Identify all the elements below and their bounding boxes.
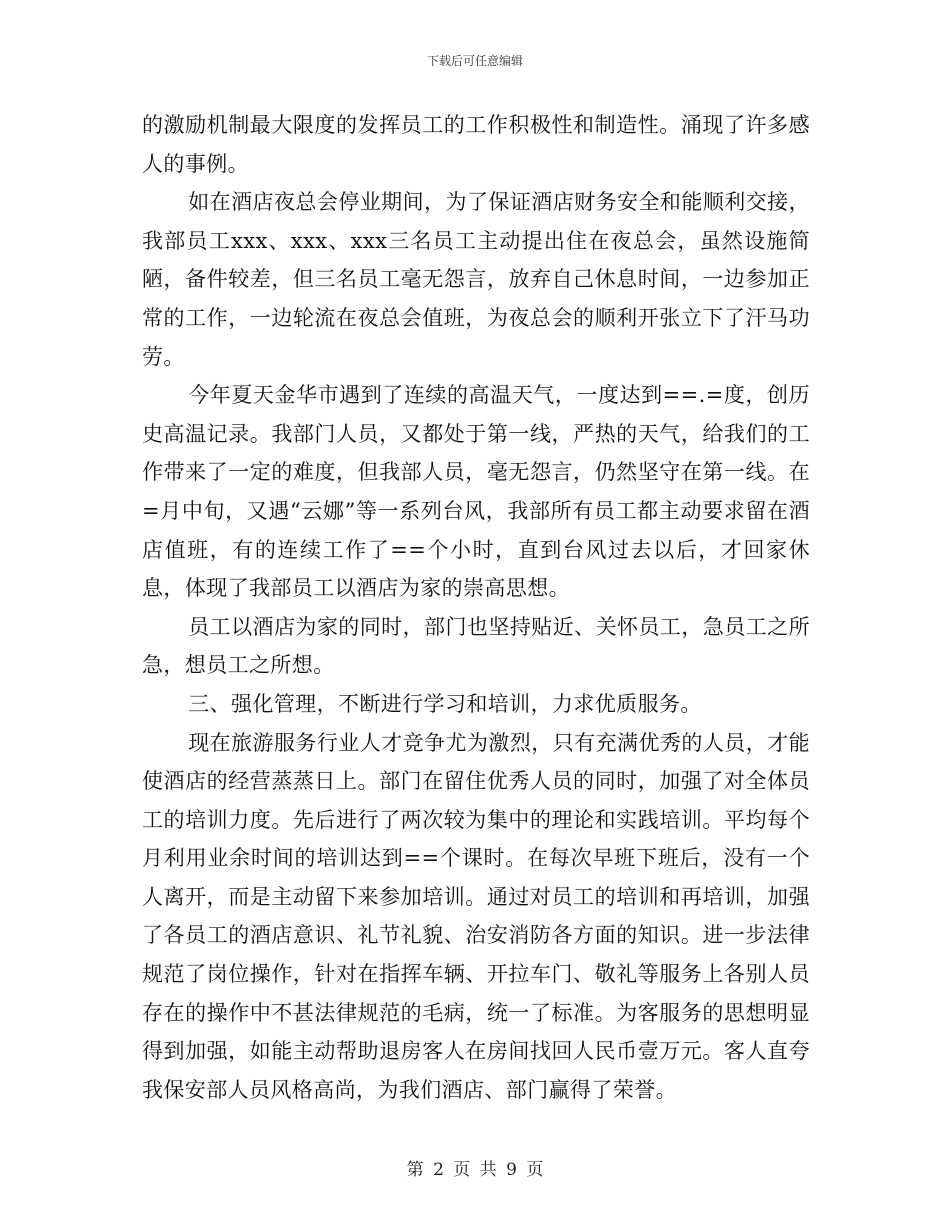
page-header: 下载后可任意编辑 bbox=[426, 54, 523, 68]
paragraph: 如在酒店夜总会停业期间，为了保证酒店财务安全和能顺利交接，我部员工xxx、xxx、xxx三名员工主动提出住在夜总会，虽然设施简陋，备件较差，但三名员工毫无怨言，放弃自己休息时间，一边参加正常的工作，一边轮流在夜总会值班，为夜总会的顺利开张立下了汗马功劳。 bbox=[142, 190, 810, 369]
document-body bbox=[142, 106, 810, 1109]
paragraph: 员工以酒店为家的同时，部门也坚持贴近、关怀员工，急员工之所急，想员工之所想。 bbox=[142, 614, 810, 678]
section-heading: 三、强化管理，不断进行学习和培训，力求优质服务。 bbox=[188, 691, 702, 716]
page-number: 第 2 页 共 9 页 bbox=[406, 1160, 544, 1180]
paragraph: 的激励机制最大限度的发挥员工的工作积极性和制造性。涌现了许多感人的事例。 bbox=[142, 113, 810, 176]
paragraph: 今年夏天金华市遇到了连续的高温天气，一度达到==.=度，创历史高温记录。我部门人员，又都处于第一线，严热的天气，给我们的工作带来了一定的难度，但我部人员，毫无怨言，仍然坚守在第一线。在=月中旬，又遇“云娜”等一系列台风，我部所有员工都主动要求留在酒店值班，有的连续工作了==个小时，直到台风过去以后，才回家休息，体现了我部员工以酒店为家的崇高思想。 bbox=[142, 383, 810, 601]
paragraph: 现在旅游服务行业人才竞争尤为激烈，只有充满优秀的人员，才能使酒店的经营蒸蒸日上。部门在留住优秀人员的同时，加强了对全体员工的培训力度。先后进行了两次较为集中的理论和实践培训。平均每个月利用业余时间的培训达到==个课时。在每次早班下班后，没有一个人离开，而是主动留下来参加培训。通过对员工的培训和再培训，加强了各员工的酒店意识、礼节礼貌、治安消防各方面的知识。进一步法律规范了岗位操作，针对在指挥车辆、开拉车门、敬礼等服务上各别人员存在的操作中不甚法律规范的毛病，统一了标准。为客服务的思想明显得到加强，如能主动帮助退房客人在房间找回人民币壹万元。客人直夸我保安部人员风格高尚，为我们酒店、部门赢得了荣誉。 bbox=[142, 730, 810, 1102]
